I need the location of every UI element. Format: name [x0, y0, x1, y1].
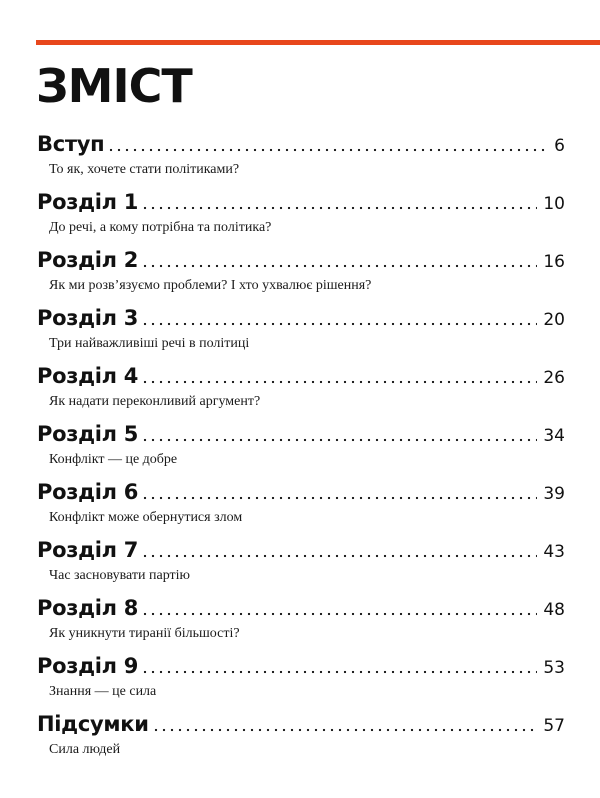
toc-entry-name: Розділ 7 [37, 538, 139, 562]
toc-entry-name: Розділ 9 [37, 654, 139, 678]
toc-entry-page: 57 [543, 716, 565, 736]
toc-entry-chapter-1[interactable] [37, 186, 565, 244]
toc-entry-chapter-5[interactable] [37, 418, 565, 476]
page-title: ЗМІСТ [36, 59, 192, 113]
dot-leader [141, 612, 537, 616]
toc-entry-name: Підсумки [37, 712, 149, 736]
toc-entry-name: Розділ 5 [37, 422, 139, 446]
dot-leader [141, 380, 537, 384]
dot-leader [141, 496, 537, 500]
toc-entry-subtitle: Як ми розв’язуємо проблеми? І хто ухвалює рішення? [49, 278, 372, 293]
toc-entry-subtitle: То як, хочете стати політиками? [49, 162, 240, 177]
toc-entry-name: Розділ 3 [37, 306, 139, 330]
toc-entry-subtitle: До речі, а кому потрібна та політика? [49, 220, 272, 235]
toc-entry-page: 20 [543, 310, 565, 330]
table-of-contents [37, 128, 565, 766]
top-accent-rule [36, 40, 600, 45]
toc-entry-subtitle: Час засновувати партію [49, 568, 190, 583]
toc-entry-chapter-3[interactable] [37, 302, 565, 360]
toc-entry-page: 6 [554, 136, 565, 156]
toc-entry-subtitle: Три найважливіші речі в політиці [49, 336, 250, 351]
toc-entry-chapter-9[interactable] [37, 650, 565, 708]
dot-leader [107, 148, 548, 152]
toc-entry-subtitle: Сила людей [49, 742, 121, 757]
toc-entry-subtitle: Як уникнути тиранії більшості? [49, 626, 240, 641]
toc-entry-intro[interactable] [37, 128, 565, 186]
toc-entry-page: 34 [543, 426, 565, 446]
dot-leader [141, 264, 537, 268]
toc-entry-name: Розділ 8 [37, 596, 139, 620]
toc-entry-name: Розділ 1 [37, 190, 139, 214]
toc-entry-subtitle: Як надати переконливий аргумент? [49, 394, 261, 409]
toc-entry-chapter-7[interactable] [37, 534, 565, 592]
toc-entry-chapter-6[interactable] [37, 476, 565, 534]
toc-entry-name: Розділ 4 [37, 364, 139, 388]
toc-entry-chapter-4[interactable] [37, 360, 565, 418]
toc-entry-name: Розділ 2 [37, 248, 139, 272]
toc-entry-page: 10 [543, 194, 565, 214]
toc-entry-chapter-8[interactable] [37, 592, 565, 650]
toc-entry-subtitle: Знання — це сила [49, 684, 157, 699]
toc-entry-page: 26 [543, 368, 565, 388]
toc-entry-subtitle: Конфлікт може обернутися злом [49, 510, 243, 525]
dot-leader [152, 728, 538, 732]
toc-entry-chapter-2[interactable] [37, 244, 565, 302]
toc-entry-page: 43 [543, 542, 565, 562]
dot-leader [141, 438, 537, 442]
toc-entry-name: Вступ [37, 132, 105, 156]
toc-entry-page: 53 [543, 658, 565, 678]
toc-entry-subtitle: Конфлікт — це добре [49, 452, 178, 467]
dot-leader [141, 206, 537, 210]
dot-leader [141, 322, 537, 326]
toc-entry-summary[interactable] [37, 708, 565, 766]
dot-leader [141, 554, 537, 558]
toc-entry-name: Розділ 6 [37, 480, 139, 504]
dot-leader [141, 670, 537, 674]
toc-entry-page: 16 [543, 252, 565, 272]
toc-entry-page: 48 [543, 600, 565, 620]
toc-entry-page: 39 [543, 484, 565, 504]
